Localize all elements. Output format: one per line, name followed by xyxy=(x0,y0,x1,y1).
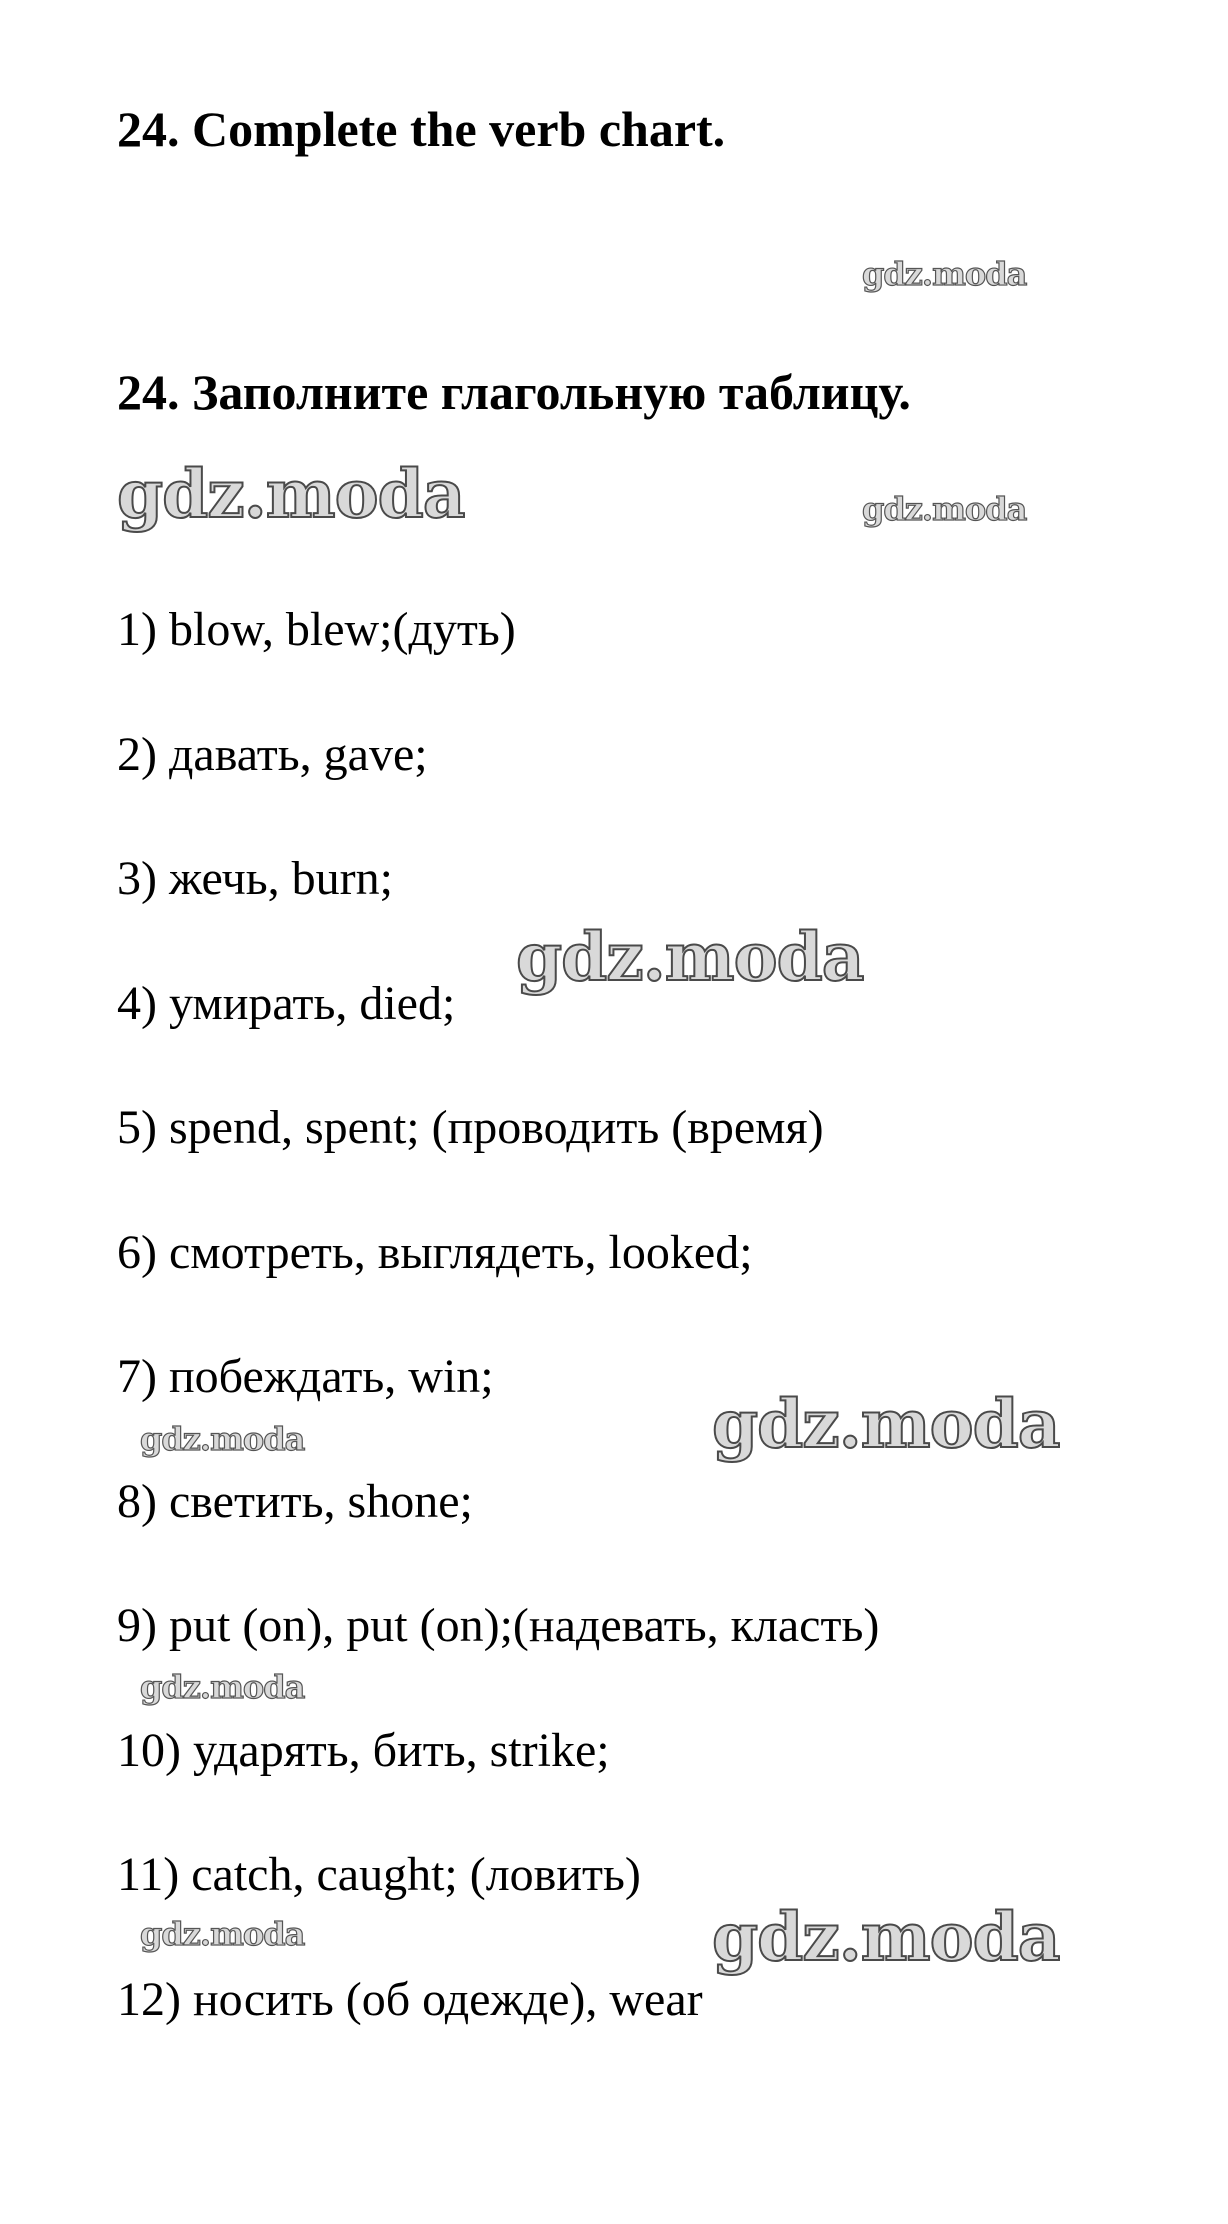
watermark: gdz.moda xyxy=(117,455,465,533)
watermark: gdz.moda xyxy=(712,1385,1060,1463)
answer-item-6: 6) смотреть, выглядеть, looked; xyxy=(117,1225,753,1279)
answer-item-12: 12) носить (об одежде), wear xyxy=(117,1972,703,2026)
watermark: gdz.moda xyxy=(140,1420,305,1458)
watermark: gdz.moda xyxy=(516,918,864,996)
exercise-title-en: 24. Complete the verb chart. xyxy=(117,101,726,157)
answer-item-3: 3) жечь, burn; xyxy=(117,852,393,905)
answer-item-5: 5) spend, spent; (проводить (время) xyxy=(117,1101,824,1154)
watermark: gdz.moda xyxy=(140,1668,305,1706)
watermark: gdz.moda xyxy=(862,490,1027,528)
answer-item-10: 10) ударять, бить, strike; xyxy=(117,1723,610,1777)
answer-item-8: 8) светить, shone; xyxy=(117,1474,473,1528)
answer-item-1: 1) blow, blew;(дуть) xyxy=(117,603,516,656)
answer-item-4: 4) умирать, died; xyxy=(117,976,456,1030)
answer-item-2: 2) давать, gave; xyxy=(117,727,428,781)
answer-item-11: 11) catch, caught; (ловить) xyxy=(117,1848,641,1901)
watermark: gdz.moda xyxy=(712,1898,1060,1976)
answer-list xyxy=(117,600,879,2094)
answer-item-9: 9) put (on), put (on);(надевать, класть) xyxy=(117,1599,880,1652)
exercise-title-ru: 24. Заполните глагольную таблицу. xyxy=(117,364,911,420)
watermark: gdz.moda xyxy=(862,255,1027,293)
watermark: gdz.moda xyxy=(140,1915,305,1953)
answer-item-7: 7) побеждать, win; xyxy=(117,1350,494,1403)
